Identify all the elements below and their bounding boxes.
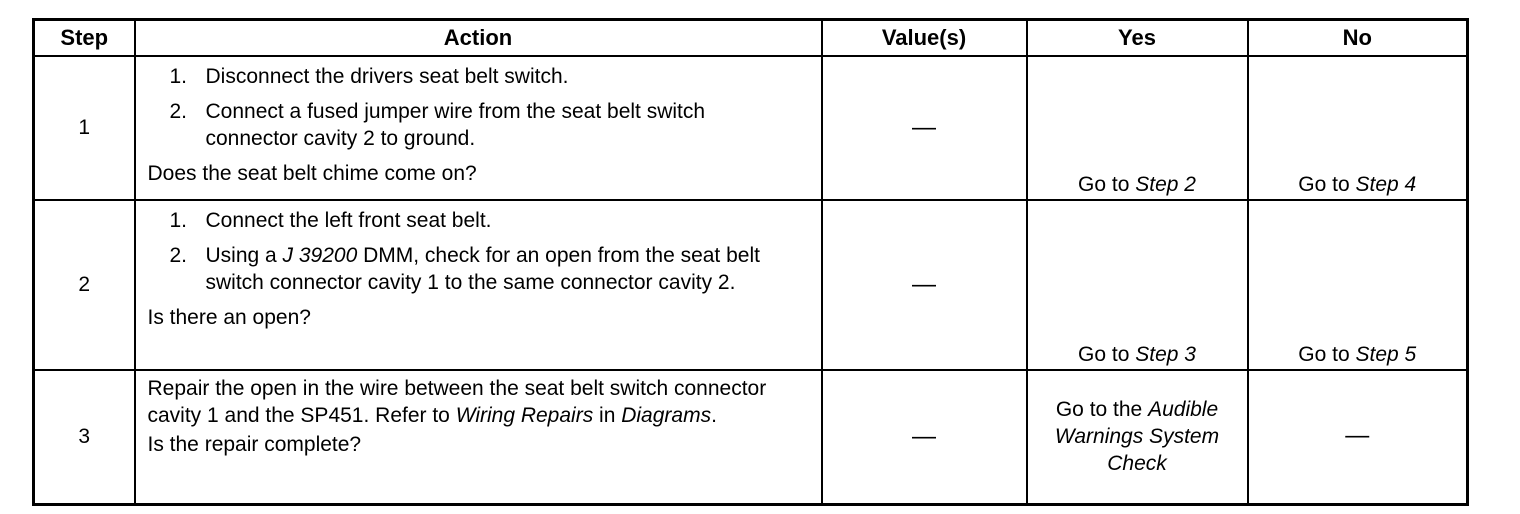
header-step: Step — [34, 20, 135, 57]
table-row — [34, 200, 1468, 370]
substep-text: Connect a fused jumper wire from the seat belt switch connector cavity 2 to ground. — [205, 100, 706, 150]
substep-number: 2. — [169, 244, 188, 267]
diagnostic-table — [32, 18, 1469, 506]
substep-number: 1. — [169, 65, 188, 88]
table-row — [34, 370, 1468, 505]
no-step-link[interactable]: Step 4 — [1355, 173, 1417, 196]
yes-step-link[interactable]: Step 2 — [1135, 173, 1196, 196]
diagrams-link[interactable]: Diagrams — [621, 404, 712, 427]
yes-cell — [1027, 370, 1248, 505]
tool-reference: J 39200 — [282, 244, 358, 267]
yes-cell — [1027, 200, 1248, 370]
action-question: Is the repair complete? — [147, 433, 362, 456]
action-text: Repair the open in the wire between the seat belt switch connector cavity 1 and the SP451. Refer to — [147, 377, 767, 427]
action-question: Does the seat belt chime come on? — [147, 162, 477, 185]
no-cell — [1248, 200, 1468, 370]
action-cell — [135, 200, 822, 370]
no-text: Go to — [1298, 343, 1356, 366]
table-row — [34, 56, 1468, 200]
wiring-repairs-link[interactable]: Wiring Repairs — [455, 404, 594, 427]
substep-text: Connect the left front seat belt. — [205, 209, 492, 232]
step-number: 2 — [34, 200, 135, 370]
header-yes: Yes — [1027, 20, 1248, 57]
action-text: . — [711, 404, 717, 427]
substep-number: 2. — [169, 100, 188, 123]
system-check-link[interactable]: Audible Warnings System Check — [1054, 397, 1220, 475]
yes-cell — [1027, 56, 1248, 200]
no-cell — [1248, 56, 1468, 200]
value-cell: — — [822, 370, 1027, 505]
substep-number: 1. — [169, 209, 188, 232]
list-item — [148, 207, 811, 234]
header-action: Action — [135, 20, 822, 57]
action-paragraph — [148, 375, 811, 429]
no-step-link[interactable]: Step 5 — [1355, 343, 1417, 366]
table-header-row — [34, 20, 1468, 57]
substep-list — [148, 207, 811, 296]
step-number: 1 — [34, 56, 135, 200]
header-values: Value(s) — [822, 20, 1027, 57]
yes-step-link[interactable]: Step 3 — [1135, 343, 1196, 366]
substep-text: Disconnect the drivers seat belt switch. — [205, 65, 569, 88]
substep-list — [148, 63, 811, 152]
header-no: No — [1248, 20, 1468, 57]
list-item — [148, 98, 766, 152]
value-cell: — — [822, 200, 1027, 370]
action-question: Is there an open? — [147, 306, 311, 329]
no-text: Go to — [1298, 173, 1356, 196]
value-cell: — — [822, 56, 1027, 200]
list-item — [148, 63, 811, 90]
list-item — [148, 242, 806, 296]
action-cell — [135, 370, 822, 505]
action-text: in — [593, 404, 622, 427]
substep-text: DMM, check for an open from the seat belt switch connector cavity 1 to the same connector cavity 2. — [205, 244, 760, 294]
yes-text: Go to — [1078, 173, 1136, 196]
yes-text: Go to the — [1055, 397, 1149, 421]
no-cell: — — [1248, 370, 1468, 505]
action-cell — [135, 56, 822, 200]
yes-text: Go to — [1078, 343, 1136, 366]
step-number: 3 — [34, 370, 135, 505]
substep-text: Using a — [205, 244, 283, 267]
